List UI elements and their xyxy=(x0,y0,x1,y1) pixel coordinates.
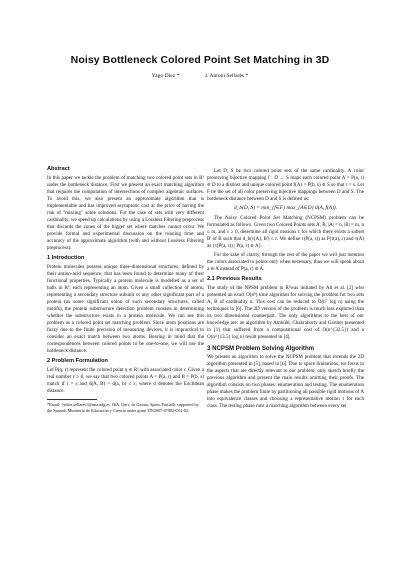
section-3-text: We present an algorithm to solve the NCPSM problem that extends the 2D algorithm presented in [5], based in [6]. Due to space limitations, we focus in the aspects that are directly relevant to our problem, only sketch briefly the previous algorithm and present the main results omitting their proofs. The algorithm consists on two phases: enumeration and testing. The enumeration phase makes the problem finite by partitioning all possible rigid motions of A into equivalence classes and choosing a representative motion τ for each class. The testing phase runs a matching algorithm between every set xyxy=(207,354,364,410)
section-2-text: Let P(q, r) represent the colored point q ∈ R³ with associated color r. Given a real number ε ≥ 0, we say that two colored points A = P(a, r) and B = P(b, s) match if r = s and d(A, B) = d(a, b) ≤ ε, where d denotes the Euclidean distance. xyxy=(47,367,204,395)
author-line xyxy=(0,73,400,79)
section-2-1-text: The study of the NPSM problem in R²was initiated by Alt et al. [2] who presented an exact O(n⁸) time algorithm for solving the problem for two sets A, B of cardinality n. This cost can be reduced to O(n⁷ log n) using the techniques in [6]. The 3D version of the problem is much less explored than its two dimensional counterpart. The only algorithms to the best of our knowledge are: an algorithm by Ambühl, Chakraborty and Gartner presented in [1] that suffered from a computational cost of O(n^{32.5}) and a O(n^{13.5} log n) result presented in [4]. xyxy=(207,285,364,341)
section-1-text: Protein molecules possess unique three-dimensional structures, defined by their amino-acid sequence, that has been found to determine many of their functional properties. Typically a protein molecule is modelled as a set of balls in R³, each representing an atom. Given a small collection of atoms, representing a secondary structure subunit or any other significant part of a protein (as some significant union of such secondary structures, called motifs), the protein substructure detection problem consists in determining whether the substructure exists in a protein molecule. We can see this problem as a colored point set matching problem. Since atom positions are fuzzy due to the finite precision of measuring devices, it is impractical to consider an exact match between two atoms. Bearing in mind that the correspondences between colored points to be one-to-one, we will use the bottleneck distance. xyxy=(47,264,204,355)
section-1-heading: 1 Introduction xyxy=(47,255,85,262)
footnote-rule xyxy=(47,399,97,400)
author-2: J. Antoni Sellarès * xyxy=(204,73,249,79)
right-para-3: For the sake of clarity, through the rest of the paper we will just mention the colors associated to points only when necessary, thus we will speak about a ∈ A instead of P(a, r) ∈ A. xyxy=(207,252,364,273)
abstract-heading: Abstract xyxy=(47,166,70,172)
section-2-1-heading: 2.1 Previous Results xyxy=(207,276,262,283)
bottleneck-formula: d_b(D, S) = min_{f∈F} max_{A∈D} d(A, f(A)). xyxy=(233,205,338,212)
author-1: Yago Diez * xyxy=(151,73,180,79)
right-para-1: Let D, S be two colored point sets of the same cardinality. A color preserving bijective mapping f : D → S maps each colored point A = P(a, r) ∈ D to a distinct and unique colored point f(A) = P(b, s) ∈ S so that r = s. Let F be the set of all color preserving bijective mappings between D and S. The bottleneck distance between D and S is defined as: xyxy=(207,168,364,203)
left-column xyxy=(47,163,204,413)
section-2-heading: 2 Problem Formulation xyxy=(47,358,108,365)
right-column xyxy=(207,168,364,412)
footnote: *Email: {ydiez,sellares}@ima.udg.es. IIiA, Univ. de Girona, Spain. Partially supported by the Spanish Ministerio de Educación y Ciencia under grant TIN2007-67982-C02-02. xyxy=(47,402,199,413)
section-3-heading: 3 NCPSM Problem Solving Algorithm xyxy=(207,345,315,353)
abstract-text: In this paper we tackle the problem of matching two colored point sets in R³ under the bottleneck distance. First we present an exact matching algorithm that requires the computation of intersections of complex algebraic surfaces. To avoid this, we also present an approximate algorithm that is implementable and has improved asymptotic cost at the price of having the risk of "missing" some solutions. For the case of sets with very different cardinality, we speed up calculations by using a Lossless Filtering preprocess that discards the zones of the bigger set where matches cannot occur. We provide formal and experimental discussion on the running time and accuracy of the approximate algorithm (with and without Lossless Filtering preprocess). xyxy=(47,175,204,252)
right-para-2: The Noisy Colored Point Set Matching (NCPSM) problem can be formulated as follows. Given two Colored Points sets A, B, |A| = n, |B| = m, n ≤ m, and ε ≥ 0, determine all rigid motions τ for which there exists a subset B' of B such that d_b(τ(A), B') ≤ ε. We define τ(P(a, r)) as P(τ(a), r) and τ(A) as {τ(P(a, r)) | P(a, r) ∈ A}. xyxy=(207,215,364,250)
paper-title: Noisy Bottleneck Colored Point Set Matching in 3D xyxy=(70,54,330,66)
